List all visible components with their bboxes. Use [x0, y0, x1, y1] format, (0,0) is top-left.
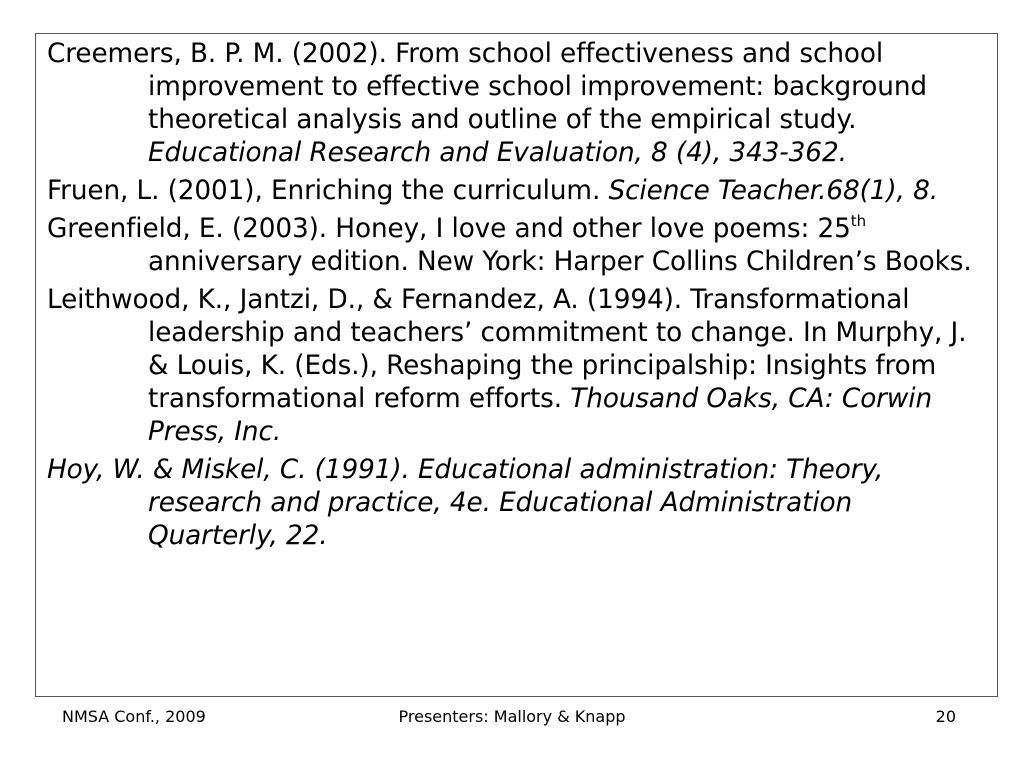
footer-page-number: 20	[935, 707, 956, 726]
footer-presenters: Presenters: Mallory & Knapp	[398, 707, 626, 726]
reference-item-hoy	[47, 454, 987, 553]
reference-item-fruen	[47, 175, 987, 208]
reference-text: anniversary edition. New York: Harper Collins Children’s Books.	[148, 247, 972, 277]
reference-source-italic: Educational Research and Evaluation, 8 (4), 343-362.	[148, 138, 847, 168]
reference-list	[47, 38, 987, 558]
reference-text: Leithwood, K., Jantzi, D., & Fernandez, A. (1994). Transformational leadership and teachers’ commitment to change. In Murphy, J. & Louis, K. (Eds.), Reshaping the principalship: Insights from transformational reform efforts.	[47, 285, 967, 414]
ordinal-superscript: th	[850, 212, 866, 230]
reference-text: Greenfield, E. (2003). Honey, I love and other love poems: 25	[47, 214, 851, 244]
reference-item-leithwood	[47, 284, 987, 449]
reference-slide-frame	[35, 33, 998, 697]
reference-source-italic: Thousand Oaks, CA: Corwin Press, Inc.	[148, 384, 933, 447]
reference-text-italic: Hoy, W. & Miskel, C. (1991). Educational administration: Theory, research and practice, 4e. Educational Administration Quarterly, 22.	[47, 455, 884, 551]
reference-item-creemers	[47, 38, 987, 170]
footer-conference: NMSA Conf., 2009	[62, 707, 206, 726]
reference-text: Creemers, B. P. M. (2002). From school effectiveness and school improvement to effective school improvement: background theoretical analysis and outline of the empirical study.	[47, 39, 927, 135]
reference-text: Fruen, L. (2001), Enriching the curriculum.	[47, 176, 609, 206]
reference-source-italic: Science Teacher.68(1), 8.	[608, 176, 938, 206]
reference-item-greenfield	[47, 213, 987, 279]
